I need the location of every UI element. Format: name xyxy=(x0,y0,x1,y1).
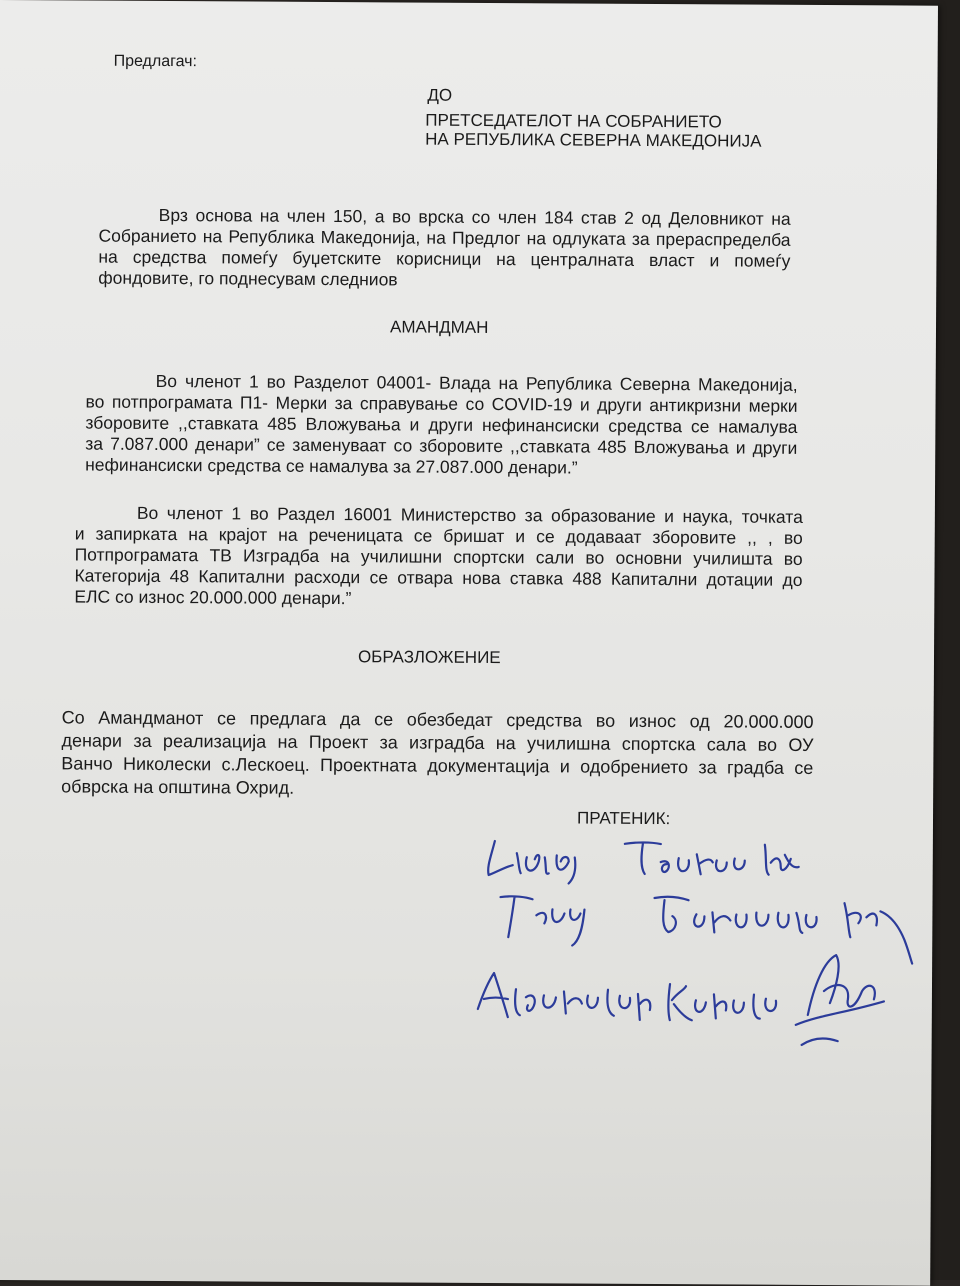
amendment-title: АМАНДМАН xyxy=(389,317,489,337)
paragraph-line: Категорија 48 Капитални расходи се отвара нова ставка 488 Капитални дотации до xyxy=(74,565,803,590)
intro-paragraph xyxy=(98,205,791,293)
proposer-label: Предлагач: xyxy=(113,52,198,71)
paragraph-line: зборовите ,,ставката 485 Вложувања и други нефинансиски средства се намалува xyxy=(85,412,798,437)
paragraph-line: Со Амандманот се предлага да се обезбедат средства во износ од 20.000.000 xyxy=(61,707,814,732)
paragraph-line: обврска на општина Охрид. xyxy=(61,776,295,798)
intro-line: Собранието на Република Македонија, на Предлог на одлуката за прераспределба xyxy=(98,225,791,250)
mp-label: ПРАТЕНИК: xyxy=(576,808,671,829)
justification-paragraph xyxy=(61,706,814,803)
paragraph-line: Потпрограмата ТВ Изградба на училишни спортски сали во основни училишта во xyxy=(74,544,803,569)
handwritten-signatures xyxy=(463,813,925,1076)
paragraph-line: за 7.087.000 денари” се заменуваат со зборовите ,,ставката 485 Вложувања и други xyxy=(85,433,798,458)
paragraph-line: Ванчо Николески с.Лескоец. Проектната документација и одобрението за градба се xyxy=(61,753,814,778)
addressee-to: ДО xyxy=(427,85,453,105)
signature-3-mark xyxy=(796,955,885,1046)
signature-3-stroke xyxy=(478,973,651,1020)
addressee-line-2: НА РЕПУБЛИКА СЕВЕРНА МАКЕДОНИЈА xyxy=(425,129,762,151)
addressee-line-1: ПРЕТСЕДАТЕЛОТ НА СОБРАНИЕТО xyxy=(425,110,722,132)
intro-line: фондовите, го поднесувам следниов xyxy=(98,267,398,290)
intro-line: на средства помеѓу буџетските корисници на централната власт и помеѓу xyxy=(98,246,791,271)
paragraph-line: Во членот 1 во Разделот 04001- Влада на Република Северна Македонија, xyxy=(155,370,798,395)
paragraph-line: денари за реализација на Проект за изградба на училишна спортска сала во ОУ xyxy=(61,730,814,755)
amendment-paragraph-1 xyxy=(85,371,798,480)
signature-1-mark xyxy=(765,845,799,875)
paragraph-line: ЕЛС со износ 20.000.000 денари.” xyxy=(74,586,352,609)
amendment-paragraph-2 xyxy=(74,502,803,611)
signature-3-stroke xyxy=(668,984,776,1021)
signature-2-stroke xyxy=(500,896,584,945)
paragraph-line: нефинансиски средства се намалува за 27.087.000 денари.” xyxy=(85,454,578,478)
paragraph-line: во потпрограмата П1- Мерки за справување со COVID-19 и други антикризни мерки xyxy=(85,391,798,416)
signature-1-stroke xyxy=(488,841,575,884)
intro-line: Врз основа на член 150, а во врска со член 184 став 2 од Деловникот на xyxy=(158,204,791,229)
paragraph-line: Во членот 1 во Раздел 16001 Министерство за образование и наука, точката xyxy=(136,502,803,527)
signature-2-stroke xyxy=(654,897,816,933)
signature-2-mark xyxy=(844,903,912,963)
paragraph-line: и запирката на крајот на реченицата се бришат и се додаваат зборовите ,, , во xyxy=(74,523,803,548)
justification-title: ОБРАЗЛОЖЕНИЕ xyxy=(357,647,501,668)
signature-1-stroke xyxy=(625,842,745,874)
